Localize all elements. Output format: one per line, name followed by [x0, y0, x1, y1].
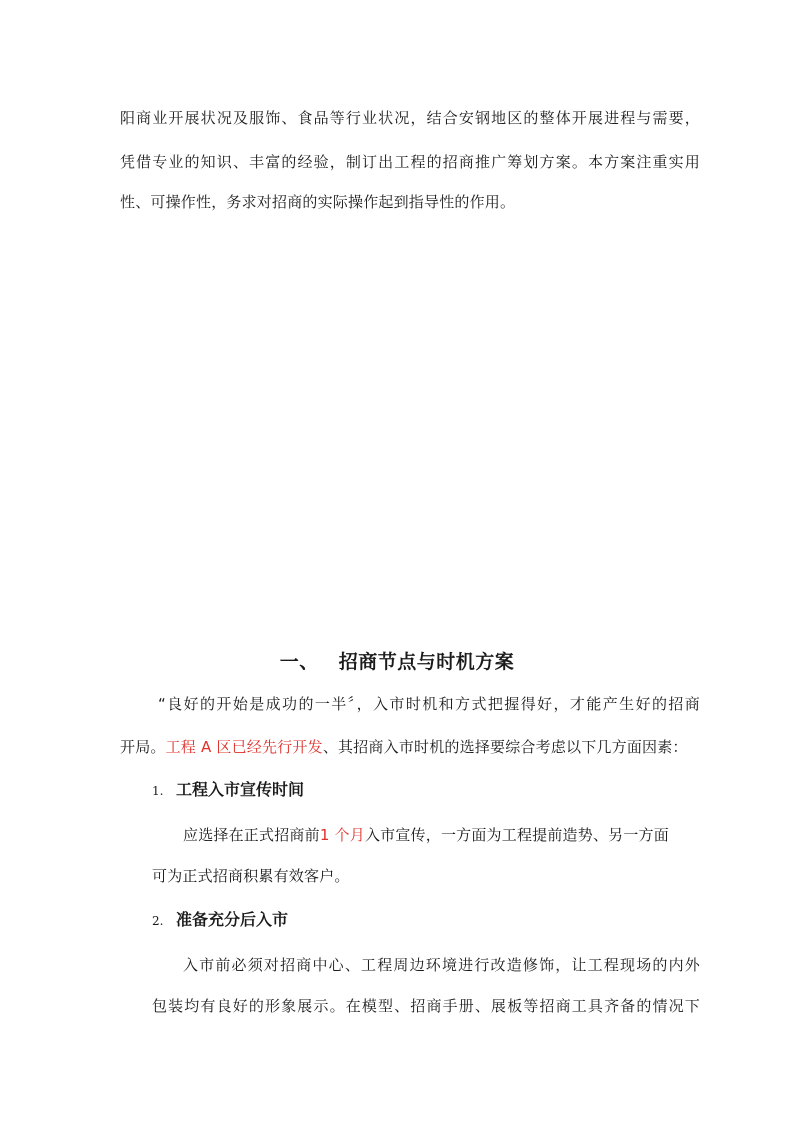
- subsection-1-title: 工程入市宣传时间: [176, 780, 305, 799]
- sub1-text-end: 入市宣传，一方面为工程提前造势、另一方面: [364, 826, 669, 844]
- intro-line-2: 凭借专业的知识、丰富的经验，制订出工程的招商推广筹划方案。本方案注重实用: [120, 153, 700, 171]
- highlight-text: 工程 A 区已经先行开发: [165, 738, 323, 756]
- section-title: 招商节点与时机方案: [338, 651, 515, 673]
- para-text-end: 、其招商入市时机的选择要综合考虑以下几方面因素：: [322, 738, 688, 756]
- subsection-2-heading: [152, 909, 288, 932]
- para-text-start: 开局。: [120, 738, 166, 756]
- intro-line-3: 性、可操作性，务求对招商的实际操作起到指导性的作用。: [120, 193, 516, 211]
- section-para-line-1: “良好的开始是成功的一半〞，入市时机和方式把握得好，才能产生好的招商: [158, 695, 700, 713]
- section-para-line-2: [120, 737, 700, 757]
- subsection-1-line-1: [183, 825, 700, 845]
- subsection-1-line-2: 可为正式招商积累有效客户。: [152, 867, 350, 885]
- intro-line-1: 阳商业开展状况及服饰、食品等行业状况，结合安钢地区的整体开展进程与需要，: [120, 109, 700, 127]
- subsection-1-heading: [152, 779, 304, 802]
- section-number: 一、: [279, 651, 319, 673]
- section-heading: [0, 650, 794, 674]
- subsection-1-number: 1.: [152, 784, 164, 798]
- subsection-2-line-2: 包装均有良好的形象展示。在模型、招商手册、展板等招商工具齐备的情况下: [152, 997, 700, 1015]
- subsection-2-line-1: 入市前必须对招商中心、工程周边环境进行改造修饰，让工程现场的内外: [183, 956, 700, 974]
- sub1-highlight-text: 1 个月: [319, 826, 365, 844]
- sub1-text-start: 应选择在正式招商前: [183, 826, 320, 844]
- subsection-2-number: 2.: [152, 914, 164, 928]
- subsection-2-title: 准备充分后入市: [176, 910, 289, 929]
